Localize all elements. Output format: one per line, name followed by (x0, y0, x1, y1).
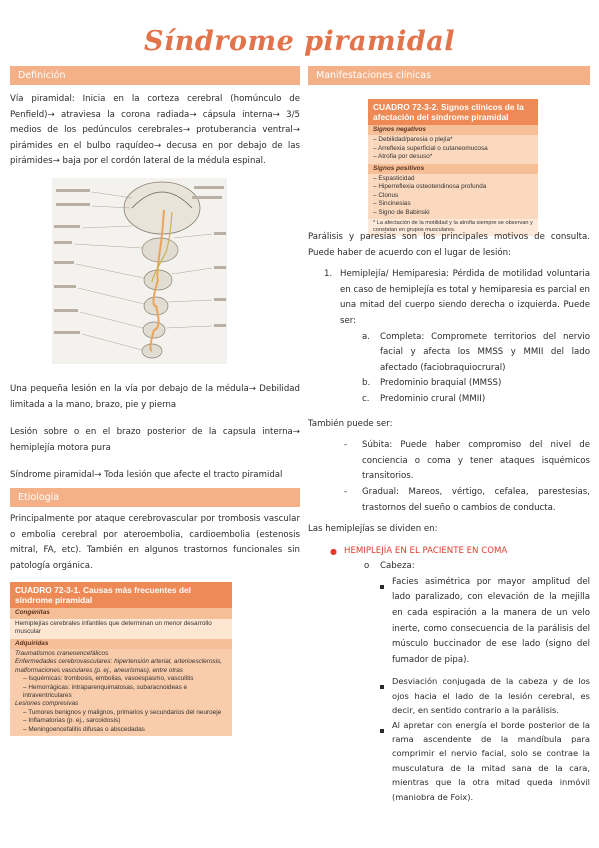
list-item: - Súbita: Puede haber compromiso del nivel de conciencia o coma y tener ataques isquémicos transitorios. (344, 440, 590, 482)
list-item: Facies asimétrica por mayor amplitud del lado paralizado, con elevación de la mejilla en cada espiración a la manera de un velo inerte, como consecuencia de la parálisis del músculo buccinador de ese lado (signo del fumador de pipa). (308, 575, 590, 669)
table-line: Traumatismos craneoencefálicos (15, 649, 109, 657)
congenitas-label: Congénitas (10, 608, 232, 618)
table-line: Lesiones compresivas (15, 700, 79, 708)
manifestaciones-header: Manifestaciones clínicas (308, 66, 590, 85)
table-line: – Arreflexia superficial o cutaneomucosa (373, 144, 488, 152)
table-title: CUADRO 72-3-1. Causas más frecuentes del síndrome piramidal (10, 582, 232, 608)
list-item: Al apretar con energía el borde posterior de la rama ascendente de la mandíbula para comprimir el nervio facial, solo se contrae la musculatura de la mitad sana de la cara, mientras que la otra mitad queda inmóvil (maniobra de Foix). (308, 718, 590, 804)
tambien-paragraph: También puede ser: (308, 418, 393, 429)
table-line: – Isquémicas: trombosis, embolias, vasoespasmo, vasculitis (23, 675, 194, 683)
table-line: – Debilidad/paresia o plejía* (373, 136, 453, 144)
page-title: Síndrome piramidal (144, 26, 455, 57)
definicion-paragraph: Vía piramidal: Inicia en la corteza cerebral (homúnculo de Penfield)→ atraviesa la corona radiada→ cápsula interna→ 3/5 medios de los pedúnculos cerebrales→ protuberancia ventral→ pirámides en el bulbo raquídeo→ decusa en por debajo de las pirámides→ baja por el cordón lateral de la médula espinal. (10, 94, 300, 167)
congenitas-text: Hemiplejías cerebrales infantiles que determinan un menor desarrollo muscular (15, 619, 212, 636)
square-bullet-icon (380, 685, 384, 689)
cuadro-72-3-1-table (10, 582, 232, 736)
table-line: – Espasticidad (373, 175, 415, 183)
pos-label: Signos positivos (368, 164, 538, 174)
table-line: – Sincinesias (373, 200, 411, 208)
lesion-capsula-paragraph: Lesión sobre o en el brazo posterior de la capsula interna→ hemiplejía motora pura (10, 427, 300, 453)
sindrome-definicion-paragraph: Síndrome piramidal→ Toda lesión que afecte el tracto piramidal (10, 470, 283, 481)
table-line: – Inflamatorias (p. ej., sarcoidosis) (23, 717, 121, 725)
table-line: – Meningoencefalitis difusas o abscedadas (23, 725, 145, 733)
list-item: - Gradual: Mareos, vértigo, cefalea, parestesias, trastornos del sueño o cambios de conducta. (344, 486, 590, 513)
adquiridas-label: Adquiridas (10, 639, 232, 649)
list-item: Desviación conjugada de la cabeza y de los ojos hacia el lado de la lesión cerebral, es decir, en sentido contrario a la parálisis. (308, 674, 590, 717)
table-line: – Tumores benignos y malignos, primarios y secundarios del neuroeje (23, 708, 222, 716)
table-line: Enfermedades cerebrovasculares: hipertensión arterial, arterioesclerosis, malformaciones vasculares (p. ej., aneurismas), entre otras (15, 658, 223, 674)
table-note: * La afectación de la motilidad y la atrofia siempre se observan y constatan en grupos musculares. (368, 219, 538, 236)
pyramidal-tract-diagram (52, 178, 227, 364)
square-bullet-icon (380, 585, 384, 589)
right-column (308, 66, 590, 802)
cuadro-72-3-2-table (368, 99, 538, 236)
table-line: – Clonus (373, 191, 399, 199)
list-item: o Cabeza: (364, 561, 415, 572)
table-line: – Hiperreflexia osteotendinosa profunda (373, 183, 487, 191)
list-item: b. Predominio braquial (MMSS) (362, 378, 502, 389)
square-bullet-icon (380, 729, 384, 733)
lesion-medula-paragraph: Una pequeña lesión en la vía por debajo de la médula→ Debilidad limitada a la mano, brazo, pie y pierna (10, 383, 300, 410)
divide-paragraph: Las hemiplejías se dividen en: (308, 524, 438, 535)
list-item: a. Completa: Compromete territorios del nervio facial y afecta los MMSS y MMII del lado afectado (faciobraquiocrural) (362, 331, 590, 373)
list-item: ● HEMIPLEJÍA EN EL PACIENTE EN COMA (330, 545, 508, 556)
table-line: – Atrofia por desuso* (373, 153, 433, 161)
neg-label: Signos negativos (368, 125, 538, 135)
table-line: – Hemorrágicas: intraparenquimatosas, subaracnoideas e intraventriculares (23, 683, 188, 699)
motivo-consulta-paragraph: Parálisis y paresias son los principales motivos de consulta. Puede haber de acuerdo con el lugar de lesión: (308, 232, 590, 258)
left-column (10, 66, 300, 736)
etiologia-header: Etiología (10, 488, 300, 507)
definicion-header: Definición (10, 66, 300, 85)
etiologia-paragraph: Principalmente por ataque cerebrovascular por trombosis vascular o embolia cerebral por ateroembolia, cardioembolia (estenosis mitral, FA, etc). También en algunos trastornos funcionales sin patología orgánica. (10, 513, 300, 571)
table-line: – Signo de Babinski (373, 208, 430, 216)
list-item: 1. Hemiplejía/ Hemiparesia: Pérdida de motilidad voluntaria en caso de hemiplejía es total y hemiparesia es parcial en una mitad del cuerpo siendo derecha o izquierda. Puede ser: (324, 269, 590, 326)
table-title: CUADRO 72-3-2. Signos clínicos de la afectación del síndrome piramidal (368, 99, 538, 125)
list-item: c. Predominio crural (MMII) (362, 393, 486, 404)
